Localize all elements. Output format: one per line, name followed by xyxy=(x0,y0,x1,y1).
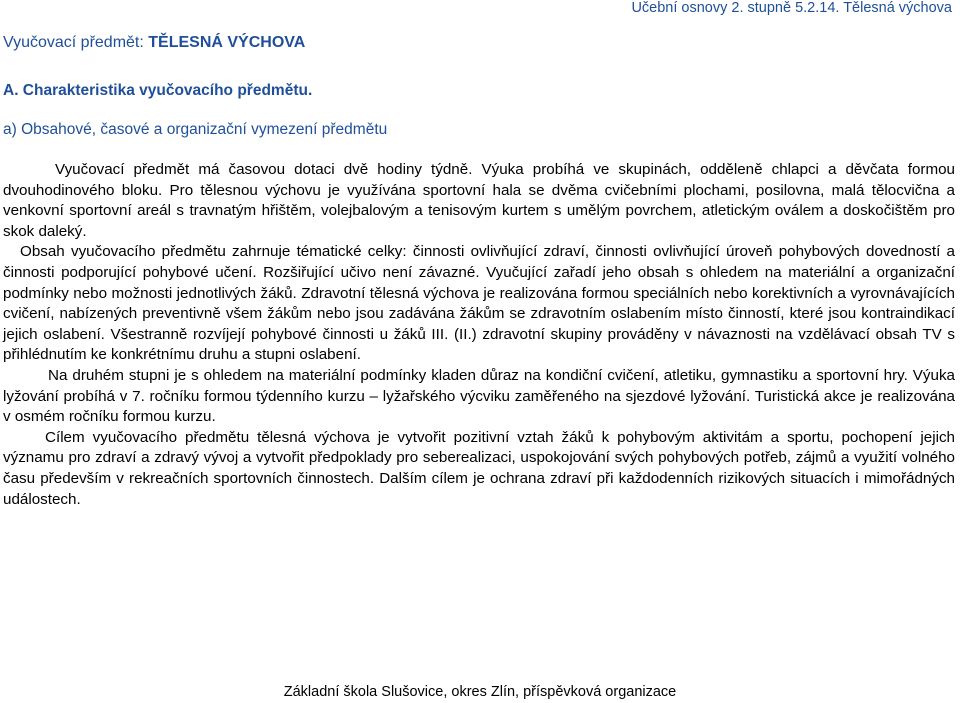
page-header-curriculum: Učební osnovy 2. stupně 5.2.14. Tělesná výchova xyxy=(631,0,952,16)
section-a-subheading: a) Obsahové, časové a organizační vymezení předmětu xyxy=(3,121,388,138)
subject-label: Vyučovací předmět: xyxy=(3,34,149,51)
paragraph-content: Obsah vyučovacího předmětu zahrnuje tématické celky: činnosti ovlivňující zdraví, činnosti ovlivňující úroveň pohybových dovedností a činnosti podporující pohybové učení. Rozšiřující učivo není závazné. Vyučující zařadí jeho obsah s ohledem na materiální a organizační podmínky nebo možnosti jednotlivých žáků. Zdravotní tělesná výchova je realizována formou speciálních nebo korektivních a vyrovnávajících cvičení, nabízených preventivně všem žákům nebo jsou zadávána žákům se zdravotním oslabením místo činností, které jsou kontraindikací jejich oslabení. Všestranně rozvíjejí pohybové činnosti u žáků III. (II.) zdravotní skupiny prováděny v návaznosti na vzdělávací obsah TV s přihlédnutím ke konkrétnímu druhu a stupni oslabení. xyxy=(3,243,955,364)
paragraph-second-level: Na druhém stupni je s ohledem na materiální podmínky kladen důraz na kondiční cvičení, atletiku, gymnastiku a sportovní hry. Výuka lyžování probíhá v 7. ročníku formou týdenního kurzu – lyžařského výcviku zaměřeného na sjezdové lyžování. Turistická akce je realizována v osmém ročníku formou kurzu. xyxy=(3,366,955,426)
page-footer xyxy=(0,684,960,700)
paragraph-goals: Cílem vyučovacího předmětu tělesná výchova je vytvořit pozitivní vztah žáků k pohybovým aktivitám a sportu, pochopení jejich významu pro zdraví a zdravý vývoj a vytvořit předpoklady pro seberealizaci, uspokojování svých pohybových potřeb, zájmů a využití volného času především v rekreačních sportovních činnostech. Dalším cílem je ochrana zdraví při každodenních rizikových situacích i mimořádných událostech. xyxy=(3,428,955,508)
subject-name: TĚLESNÁ VÝCHOVA xyxy=(148,34,306,51)
subject-title xyxy=(3,34,305,52)
footer-school-name: Základní škola Slušovice, okres Zlín, příspěvková organizace xyxy=(283,684,677,700)
document-body xyxy=(3,160,955,510)
section-a-heading: A. Charakteristika vyučovacího předmětu. xyxy=(3,82,313,99)
paragraph-time-allocation: Vyučovací předmět má časovou dotaci dvě hodiny týdně. Výuka probíhá ve skupinách, odděleně chlapci a děvčata formou dvouhodinového bloku. Pro tělesnou výchovu je využívána sportovní hala se dvěma cvičebními plochami, posilovna, malá tělocvična a venkovní sportovní areál s travnatým hřištěm, volejbalovým a tenisovým kurtem s umělým povrchem, atletickým oválem a doskočištěm pro skok daleký. xyxy=(3,161,955,240)
